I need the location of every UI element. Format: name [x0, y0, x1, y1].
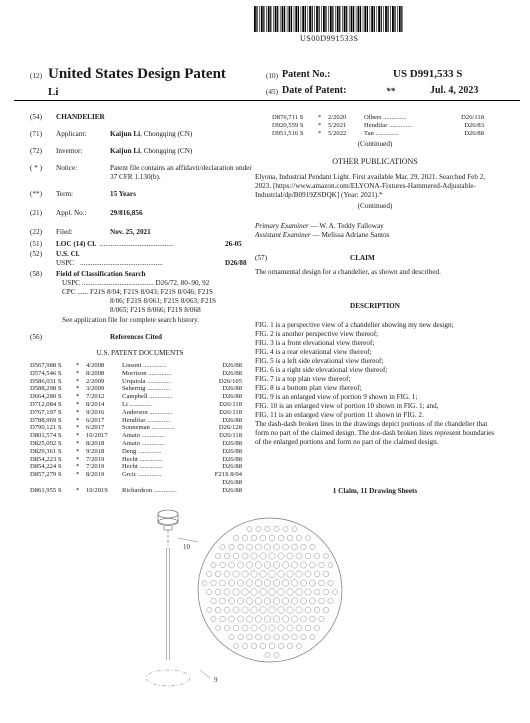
barcode-bar [282, 6, 284, 32]
reference-row [30, 432, 242, 440]
refs-title: References Cited [110, 333, 162, 341]
reference-cell: Lissoni .............. [122, 362, 167, 369]
inventor-key: Inventor: [56, 147, 83, 155]
reference-cell [30, 479, 76, 487]
barcode-bar [335, 6, 336, 32]
reference-cell: D26/88 [464, 129, 484, 137]
reference-cell: 7/2012 [86, 393, 105, 401]
reference-cell: D26/118 [219, 408, 242, 416]
loc-value: 26-05 [225, 240, 242, 248]
reference-cell: 7/2019 [86, 455, 105, 463]
assistant-examiner-name: — Melissa Adriane Santos [312, 231, 390, 239]
date-label: Date of Patent: [282, 85, 347, 96]
reference-cell: 8/2008 [86, 369, 105, 377]
uspc-key: USPC [56, 259, 74, 267]
appl-key: Appl. No.: [56, 209, 87, 217]
applicant-key: Applicant: [56, 130, 87, 138]
reference-cell: Amato .............. [122, 439, 165, 447]
reference-cell: D26/88 [222, 385, 242, 393]
barcode-bar [321, 6, 322, 32]
barcode-bar [308, 6, 309, 32]
other-pubs-title: OTHER PUBLICATIONS [332, 157, 418, 166]
reference-cell: 3/2009 [86, 385, 105, 393]
reference-cell: Anderson .............. [122, 408, 173, 416]
reference-cell: D951,516 S [272, 129, 304, 137]
patent-date: Jul. 4, 2023 [430, 85, 479, 96]
claim-title: CLAIM [350, 254, 375, 262]
term-value: 15 Years [110, 190, 136, 198]
barcode-bar [261, 6, 263, 32]
barcode-bar [323, 6, 325, 32]
ref-numeral-9: 9 [214, 676, 218, 684]
reference-cell: D574,546 S [30, 369, 62, 377]
reference-cell: D26/105 [218, 377, 242, 385]
reference-cell: Deng .............. [122, 447, 162, 455]
description-body [255, 321, 495, 447]
notice-text: Patent file contains an affidavit/declaration under 37 CFR 1.130(b). [110, 164, 252, 181]
barcode-bar [302, 6, 304, 32]
reference-cell: D567,988 S [30, 362, 62, 369]
right-references-table [272, 114, 484, 137]
reference-cell: D26/88 [222, 369, 242, 377]
applicant-code: (71) [30, 130, 42, 138]
barcode-bar [263, 6, 264, 32]
reference-row [30, 378, 242, 386]
title-code: (54) [30, 113, 42, 121]
date-stars: ** [386, 86, 395, 96]
reference-cell: D586,031 S [30, 377, 62, 385]
barcode-bar [337, 6, 339, 32]
description-line: FIG. 4 is a rear elevational view thereof; [255, 348, 372, 356]
field-cpc-line1: CPC ...... F21S 8/04; F21S 8/043; F21S 8/046; F21S [62, 288, 213, 296]
bibliographic-column: (54) CHANDELIER (71) Applicant: Kaijun Li, Chongqing (CN) (72) Inventor: Kaijun Li, Chongqing (CN) ( * ) Notice: Patent file contains an affidavit/declaration under 37 CFR 1.130(b). (**) Term: 15 Years (21) Appl. No.: 29/816,856 (22) Filed: Nov. 25, 2021 (51) LOC (14) Cl. ......................................... 26-05 (52) U.S. Cl. USPC .............................................. D26/88 (58) Field of Classification Search USPC ........................................ D26/72, 80–90, 92 CPC ...... F21S 8/04; F21S 8/043; F21S 8/046; F21S 8/06; F21S 8/061; F21S 8/063; F21S 8/065; F21S 8/066; F21S 8/068 See application file for complete search history. (56) References Cited U.S. PATENT DOCUMENTS [30, 113, 250, 363]
reference-cell: * [76, 400, 80, 408]
reference-cell: D825,092 S [30, 439, 62, 447]
reference-cell: Tan .............. [364, 129, 399, 137]
description-line: FIG. 1 is a perspective view of a chandelier showing my new design; [255, 321, 454, 329]
reference-cell: D790,121 S [30, 424, 62, 432]
barcode-bar [344, 6, 346, 32]
barcode-bar [401, 6, 402, 32]
barcode-bar [256, 6, 257, 32]
design-title: CHANDELIER [56, 113, 105, 121]
applicant-name: Kaijun Li [110, 130, 141, 138]
barcode-bar [284, 6, 285, 32]
claim-code: (57) [255, 254, 267, 262]
reference-cell: D26/88 [222, 463, 242, 471]
reference-row [30, 448, 242, 456]
reference-cell: D664,280 S [30, 393, 62, 401]
reference-cell: D26/88 [222, 393, 242, 401]
reference-row [30, 370, 242, 378]
reference-row [30, 362, 242, 370]
patent-number: US D991,533 S [393, 68, 463, 80]
barcode-bar [394, 6, 395, 32]
reference-cell: 9/2016 [86, 408, 105, 416]
reference-cell: D26/88 [222, 362, 242, 369]
reference-cell: Hecht .............. [122, 455, 163, 463]
reference-cell: D26/88 [222, 486, 242, 494]
description-line: FIG. 11 is an enlarged view of portion 11 shown in FIG. 2. [255, 411, 424, 419]
reference-cell: * [76, 416, 80, 424]
inventor-name: Kaijun Li [110, 147, 141, 155]
barcode-bar [351, 6, 353, 32]
reference-cell: * [76, 369, 80, 377]
description-title: DESCRIPTION [350, 302, 400, 310]
reference-cell: * [318, 129, 322, 137]
barcode-bar [294, 6, 295, 32]
barcode-bar [291, 6, 292, 32]
reference-row [30, 385, 242, 393]
barcode-bar [316, 6, 318, 32]
barcode-bar [277, 6, 278, 32]
barcode-bar [392, 6, 394, 32]
filed-value: Nov. 25, 2021 [110, 228, 151, 236]
reference-cell: D26/118 [219, 400, 242, 408]
barcode-bar [312, 6, 313, 32]
barcode-bar [254, 6, 256, 32]
reference-cell: D788,969 S [30, 416, 62, 424]
barcode-bar [330, 6, 332, 32]
refs-code: (56) [30, 333, 42, 341]
reference-cell: 9/2018 [86, 447, 105, 455]
reference-cell: Richardson .............. [122, 486, 177, 494]
reference-cell: D26/88 [222, 447, 242, 455]
reference-row [30, 463, 242, 471]
leader-9 [200, 670, 210, 678]
barcode-bar [346, 6, 347, 32]
barcode-bar [370, 6, 371, 32]
assistant-examiner-label: Assistant Examiner [255, 231, 311, 239]
barcode-bar [325, 6, 326, 32]
reference-cell: D829,361 S [30, 447, 62, 455]
reference-cell: D26/88 [222, 439, 242, 447]
description-line: FIG. 8 is a bottom plan view thereof; [255, 384, 362, 392]
reference-row [30, 393, 242, 401]
field-uspc: USPC ........................................ D26/72, 80–90, 92 [62, 279, 210, 287]
reference-cell: D26/128 [218, 424, 242, 432]
barcode-bar [314, 6, 315, 32]
reference-cell: 6/2017 [86, 424, 105, 432]
reference-cell: 7/2019 [86, 463, 105, 471]
reference-row [272, 114, 484, 122]
barcode-bar [374, 6, 375, 32]
reference-cell: Li .............. [122, 400, 153, 408]
barcode-bar [383, 6, 384, 32]
reference-cell: D26/83 [464, 121, 484, 129]
claims-sheets: 1 Claim, 11 Drawing Sheets [332, 487, 418, 495]
reference-cell: F21S 8/04 [214, 471, 242, 479]
description-line: FIG. 9 is an enlarged view of portion 9 shown in FIG. 1; [255, 393, 418, 401]
description-line: FIG. 10 is an enlarged view of portion 10 shown in FIG. 1; and, [255, 402, 439, 410]
barcode-bar [349, 6, 350, 32]
barcode-bar [381, 6, 382, 32]
refs-subtitle: U.S. PATENT DOCUMENTS [96, 349, 184, 357]
reference-row [272, 122, 484, 130]
barcode-bar [378, 6, 380, 32]
other-pubs-text: Elyona, Industrial Pendant Light. First available Mar. 29, 2021. Searched Feb 2, 2023. [https://www.amazon.com/ELYONA-Fixtures-Hammered-Adjustable-Industrial/dp/B0919ZSDQK] (Year: 2021).* [255, 173, 486, 199]
reference-cell: D26/118 [219, 432, 242, 440]
chandelier-drawing [0, 500, 530, 723]
reference-cell: D26/88 [222, 455, 242, 463]
barcode-bar [385, 6, 387, 32]
barcode-bar [273, 6, 274, 32]
reference-cell: * [318, 121, 322, 129]
reference-cell: D801,574 S [30, 432, 62, 440]
barcode-bar [364, 6, 366, 32]
description-line: FIG. 2 is another perspective view thereof; [255, 330, 379, 338]
claim-text: The ornamental design for a chandelier, as shown and described. [255, 268, 441, 276]
field-key: Field of Classification Search [56, 270, 146, 278]
reference-cell: 5/2021 [328, 121, 347, 129]
reference-row [30, 479, 242, 487]
reference-cell: Sonneman .............. [122, 424, 175, 432]
reference-row [30, 424, 242, 432]
reference-cell: * [76, 463, 80, 471]
barcode-bar [353, 6, 354, 32]
description-line: FIG. 5 is a left side elevational view thereof; [255, 357, 384, 365]
barcode-bar [397, 6, 398, 32]
reference-cell [122, 479, 202, 487]
leader-10 [178, 538, 198, 542]
applicant-location: , Chongqing (CN) [140, 130, 193, 138]
patent-no-label: Patent No.: [282, 69, 331, 80]
reference-cell: Urquiola .............. [122, 377, 171, 385]
barcode-bar [259, 6, 260, 32]
barcode-bar [399, 6, 401, 32]
description-line: FIG. 6 is a right side elevational view thereof; [255, 366, 388, 374]
barcode-bar [295, 6, 297, 32]
barcode-bar [332, 6, 333, 32]
barcode-bar [298, 6, 299, 32]
barcode-bar [342, 6, 343, 32]
uscl-code: (52) [30, 250, 42, 258]
reference-cell: D767,197 S [30, 408, 62, 416]
reference-cell: D26/88 [222, 478, 242, 486]
barcode-bar [367, 6, 368, 32]
reference-row [30, 471, 242, 479]
barcode-bar [289, 6, 291, 32]
pendant-cap [158, 510, 178, 530]
barcode-bar [319, 6, 320, 32]
reference-row [30, 487, 242, 495]
reference-cell: D854,224 S [30, 463, 62, 471]
barcode-bar [301, 6, 302, 32]
reference-cell: * [76, 447, 80, 455]
reference-cell: Hecht .............. [122, 463, 163, 471]
barcode-bar [280, 6, 281, 32]
reference-cell: * [76, 439, 80, 447]
reference-row [272, 130, 484, 138]
appl-value: 29/816,856 [110, 209, 143, 217]
reference-cell: 4/2008 [86, 362, 105, 369]
field-note: See application file for complete search history. [62, 316, 200, 324]
reference-row [30, 401, 242, 409]
filed-code: (22) [30, 228, 42, 236]
filed-key: Filed: [56, 228, 73, 236]
field-cpc-line2: 8/06; F21S 8/061; F21S 8/063; F21S [110, 297, 217, 305]
references-table [30, 362, 242, 495]
notice-key: Notice: [56, 164, 78, 172]
reference-cell: * [76, 408, 80, 416]
reference-cell: * [76, 432, 80, 440]
reference-cell: D854,223 S [30, 455, 62, 463]
loc-code: (51) [30, 240, 42, 248]
reference-cell: D876,711 S [272, 114, 304, 121]
reference-cell [86, 479, 122, 487]
reference-cell: * [76, 393, 80, 401]
reference-cell [76, 479, 86, 487]
inventor-code: (72) [30, 147, 42, 155]
code-10: (10) [266, 72, 278, 80]
reference-cell: Sabernig .............. [122, 385, 171, 393]
reference-cell: * [76, 471, 80, 479]
barcode-number: US00D991533S [300, 34, 359, 43]
reference-cell: D857,279 S [30, 471, 62, 479]
barcode-bar [363, 6, 364, 32]
header-rule [14, 100, 520, 101]
barcode-bar [339, 6, 340, 32]
reference-cell: 2/2020 [328, 114, 347, 121]
barcode-bar [388, 6, 389, 32]
term-key: Term: [56, 190, 74, 198]
reference-cell: Morrison .............. [122, 369, 172, 377]
reference-cell: Hendifar .............. [122, 416, 171, 424]
reference-cell: 6/2017 [86, 416, 105, 424]
reference-cell: Olbers .............. [364, 114, 407, 121]
reference-cell: 10/2017 [86, 432, 108, 440]
stem [167, 548, 170, 660]
reference-cell: * [76, 362, 80, 369]
reference-cell: * [76, 455, 80, 463]
barcode-image [254, 6, 404, 32]
reference-cell: * [76, 486, 80, 494]
loc-key: LOC (14) Cl. [56, 240, 97, 248]
reference-cell: Amato .............. [122, 432, 165, 440]
reference-cell: 5/2022 [328, 129, 347, 137]
uspc-value: D26/88 [225, 259, 247, 267]
reference-cell: D588,298 S [30, 385, 62, 393]
reference-cell: D920,559 S [272, 121, 304, 129]
barcode-bar [356, 6, 357, 32]
barcode-bar [287, 6, 288, 32]
reference-cell: * [318, 114, 322, 121]
inventor-location: , Chongqing (CN) [140, 147, 193, 155]
barcode-bar [328, 6, 329, 32]
reference-row [30, 456, 242, 464]
enlarged-portion-boundary [146, 670, 190, 686]
barcode-bar [266, 6, 267, 32]
continued-label-2: (Continued) [357, 202, 393, 210]
description-line: FIG. 3 is a front elevational view thereof; [255, 339, 375, 347]
barcode-bar [270, 6, 271, 32]
description-line: FIG. 7 is a top plan view thereof; [255, 375, 351, 383]
reference-cell: * [76, 385, 80, 393]
reference-row [30, 440, 242, 448]
reference-cell: Grcic .............. [122, 471, 162, 479]
field-code: (58) [30, 270, 42, 278]
reference-cell: 8/2018 [86, 439, 105, 447]
inventor-surname: Li [48, 86, 59, 98]
reference-cell: * [76, 377, 80, 385]
reference-cell: 8/2019 [86, 471, 105, 479]
notice-code: ( * ) [30, 164, 42, 172]
code-12: (12) [30, 72, 42, 80]
barcode-bar [305, 6, 306, 32]
barcode-bar [390, 6, 391, 32]
reference-cell: D712,084 S [30, 400, 62, 408]
barcode-bar [275, 6, 277, 32]
reference-cell: D861,955 S [30, 486, 62, 494]
continued-label-1: (Continued) [357, 140, 393, 148]
barcode-bar [358, 6, 360, 32]
country-title: United States Design Patent [48, 66, 226, 82]
field-cpc-line3: 8/065; F21S 8/066; F21S 8/068 [110, 306, 201, 314]
reference-cell: 2/2009 [86, 377, 105, 385]
barcode-bar [360, 6, 361, 32]
ref-numeral-10: 10 [183, 543, 190, 551]
appl-code: (21) [30, 209, 42, 217]
reference-cell: 10/2019 [86, 486, 108, 494]
reference-row [30, 417, 242, 425]
uscl-key: U.S. Cl. [56, 250, 80, 258]
reference-cell: 8/2014 [86, 400, 105, 408]
reference-cell: Campbell .............. [122, 393, 173, 401]
barcode-bar [371, 6, 373, 32]
description-line: The dash-dash broken lines in the drawings depict portions of the chandelier that form no part of the claimed design. The dot-dash broken lines represent boundaries of the enlarged portions and form no part of the claimed design. [255, 420, 495, 446]
barcode-bar [268, 6, 270, 32]
barcode-bar [309, 6, 311, 32]
reference-cell: D26/88 [222, 416, 242, 424]
code-45: (45) [266, 88, 278, 96]
barcode-bar [377, 6, 378, 32]
term-code: (**) [30, 190, 42, 198]
reference-row [30, 409, 242, 417]
primary-examiner-label: Primary Examiner [255, 222, 309, 230]
reference-cell: * [76, 424, 80, 432]
primary-examiner-name: — W. A. Teddy Falloway [310, 222, 384, 230]
reference-cell: Hendifar .............. [364, 121, 413, 129]
reference-cell: D26/118 [461, 114, 484, 121]
globe-shade [198, 518, 342, 662]
